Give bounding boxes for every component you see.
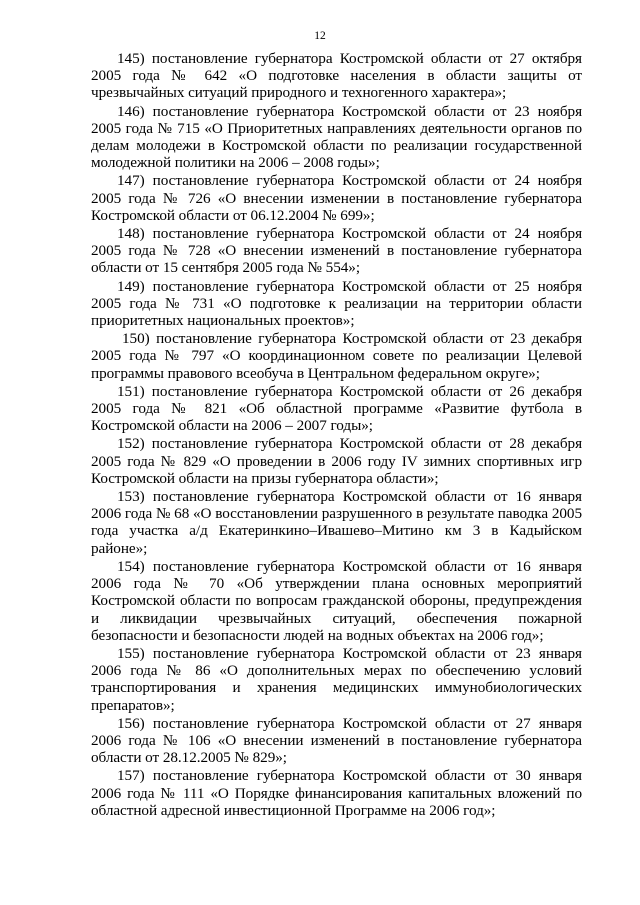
list-item-146: 146) постановление губернатора Костромской области от 23 ноября 2005 года № 715 «О Приоритетных направлениях деятельности органов по делам молодежи в Костромской области по реализации государственной молодежной политики на 2006 – 2008 годы»; xyxy=(91,102,582,172)
list-item-150: 150) постановление губернатора Костромской области от 23 декабря 2005 года № 797 «О координационном совете по реализации Целевой программы правового всеобуча в Центральном федеральном округе»; xyxy=(91,330,582,382)
list-item-155: 155) постановление губернатора Костромской области от 23 января 2006 года № 86 «О дополнительных мерах по обеспечению условий транспортирования и хранения медицинских иммунобиологических препаратов»; xyxy=(91,644,582,714)
list-item-154: 154) постановление губернатора Костромской области от 16 января 2006 года № 70 «Об утверждении плана основных мероприятий Костромской области по вопросам гражданской обороны, предупреждения и ликвидации чрезвычайных ситуаций, обеспечения пожарной безопасности и безопасности людей на водных объектах на 2006 год»; xyxy=(91,557,582,644)
list-item-156: 156) постановление губернатора Костромской области от 27 января 2006 года № 106 «О внесении изменений в постановление губернатора области от 28.12.2005 № 829»; xyxy=(91,714,582,767)
list-item-152: 152) постановление губернатора Костромской области от 28 декабря 2005 года № 829 «О проведении в 2006 году IV зимних спортивных игр Костромской области на призы губернатора области»; xyxy=(91,435,582,487)
document-body xyxy=(91,50,582,820)
list-item-148: 148) постановление губернатора Костромской области от 24 ноября 2005 года № 728 «О внесении изменений в постановление губернатора области от 15 сентября 2005 года № 554»; xyxy=(91,225,582,277)
list-item-147: 147) постановление губернатора Костромской области от 24 ноября 2005 года № 726 «О внесении изменении в постановление губернатора Костромской области от 06.12.2004 № 699»; xyxy=(91,172,582,224)
list-item-153: 153) постановление губернатора Костромской области от 16 января 2006 года № 68 «О восстановлении разрушенного в результате паводка 2005 года участка а/д Екатеринкино–Ивашево–Митино км 3 в Кадыйском районе»; xyxy=(91,488,582,557)
list-item-157: 157) постановление губернатора Костромской области от 30 января 2006 года № 111 «О Порядке финансирования капитальных вложений по областной адресной инвестиционной Программе на 2006 год»; xyxy=(91,767,582,819)
list-item-151: 151) постановление губернатора Костромской области от 26 декабря 2005 года № 821 «Об областной программе «Развитие футбола в Костромской области на 2006 – 2007 годы»; xyxy=(91,382,582,435)
page-number: 12 xyxy=(314,30,326,42)
list-item-149: 149) постановление губернатора Костромской области от 25 ноября 2005 года № 731 «О подготовке к реализации на территории области приоритетных национальных проектов»; xyxy=(91,277,582,330)
list-item-145: 145) постановление губернатора Костромской области от 27 октября 2005 года № 642 «О подготовке населения в области защиты от чрезвычайных ситуаций природного и техногенного характера»; xyxy=(91,50,582,102)
